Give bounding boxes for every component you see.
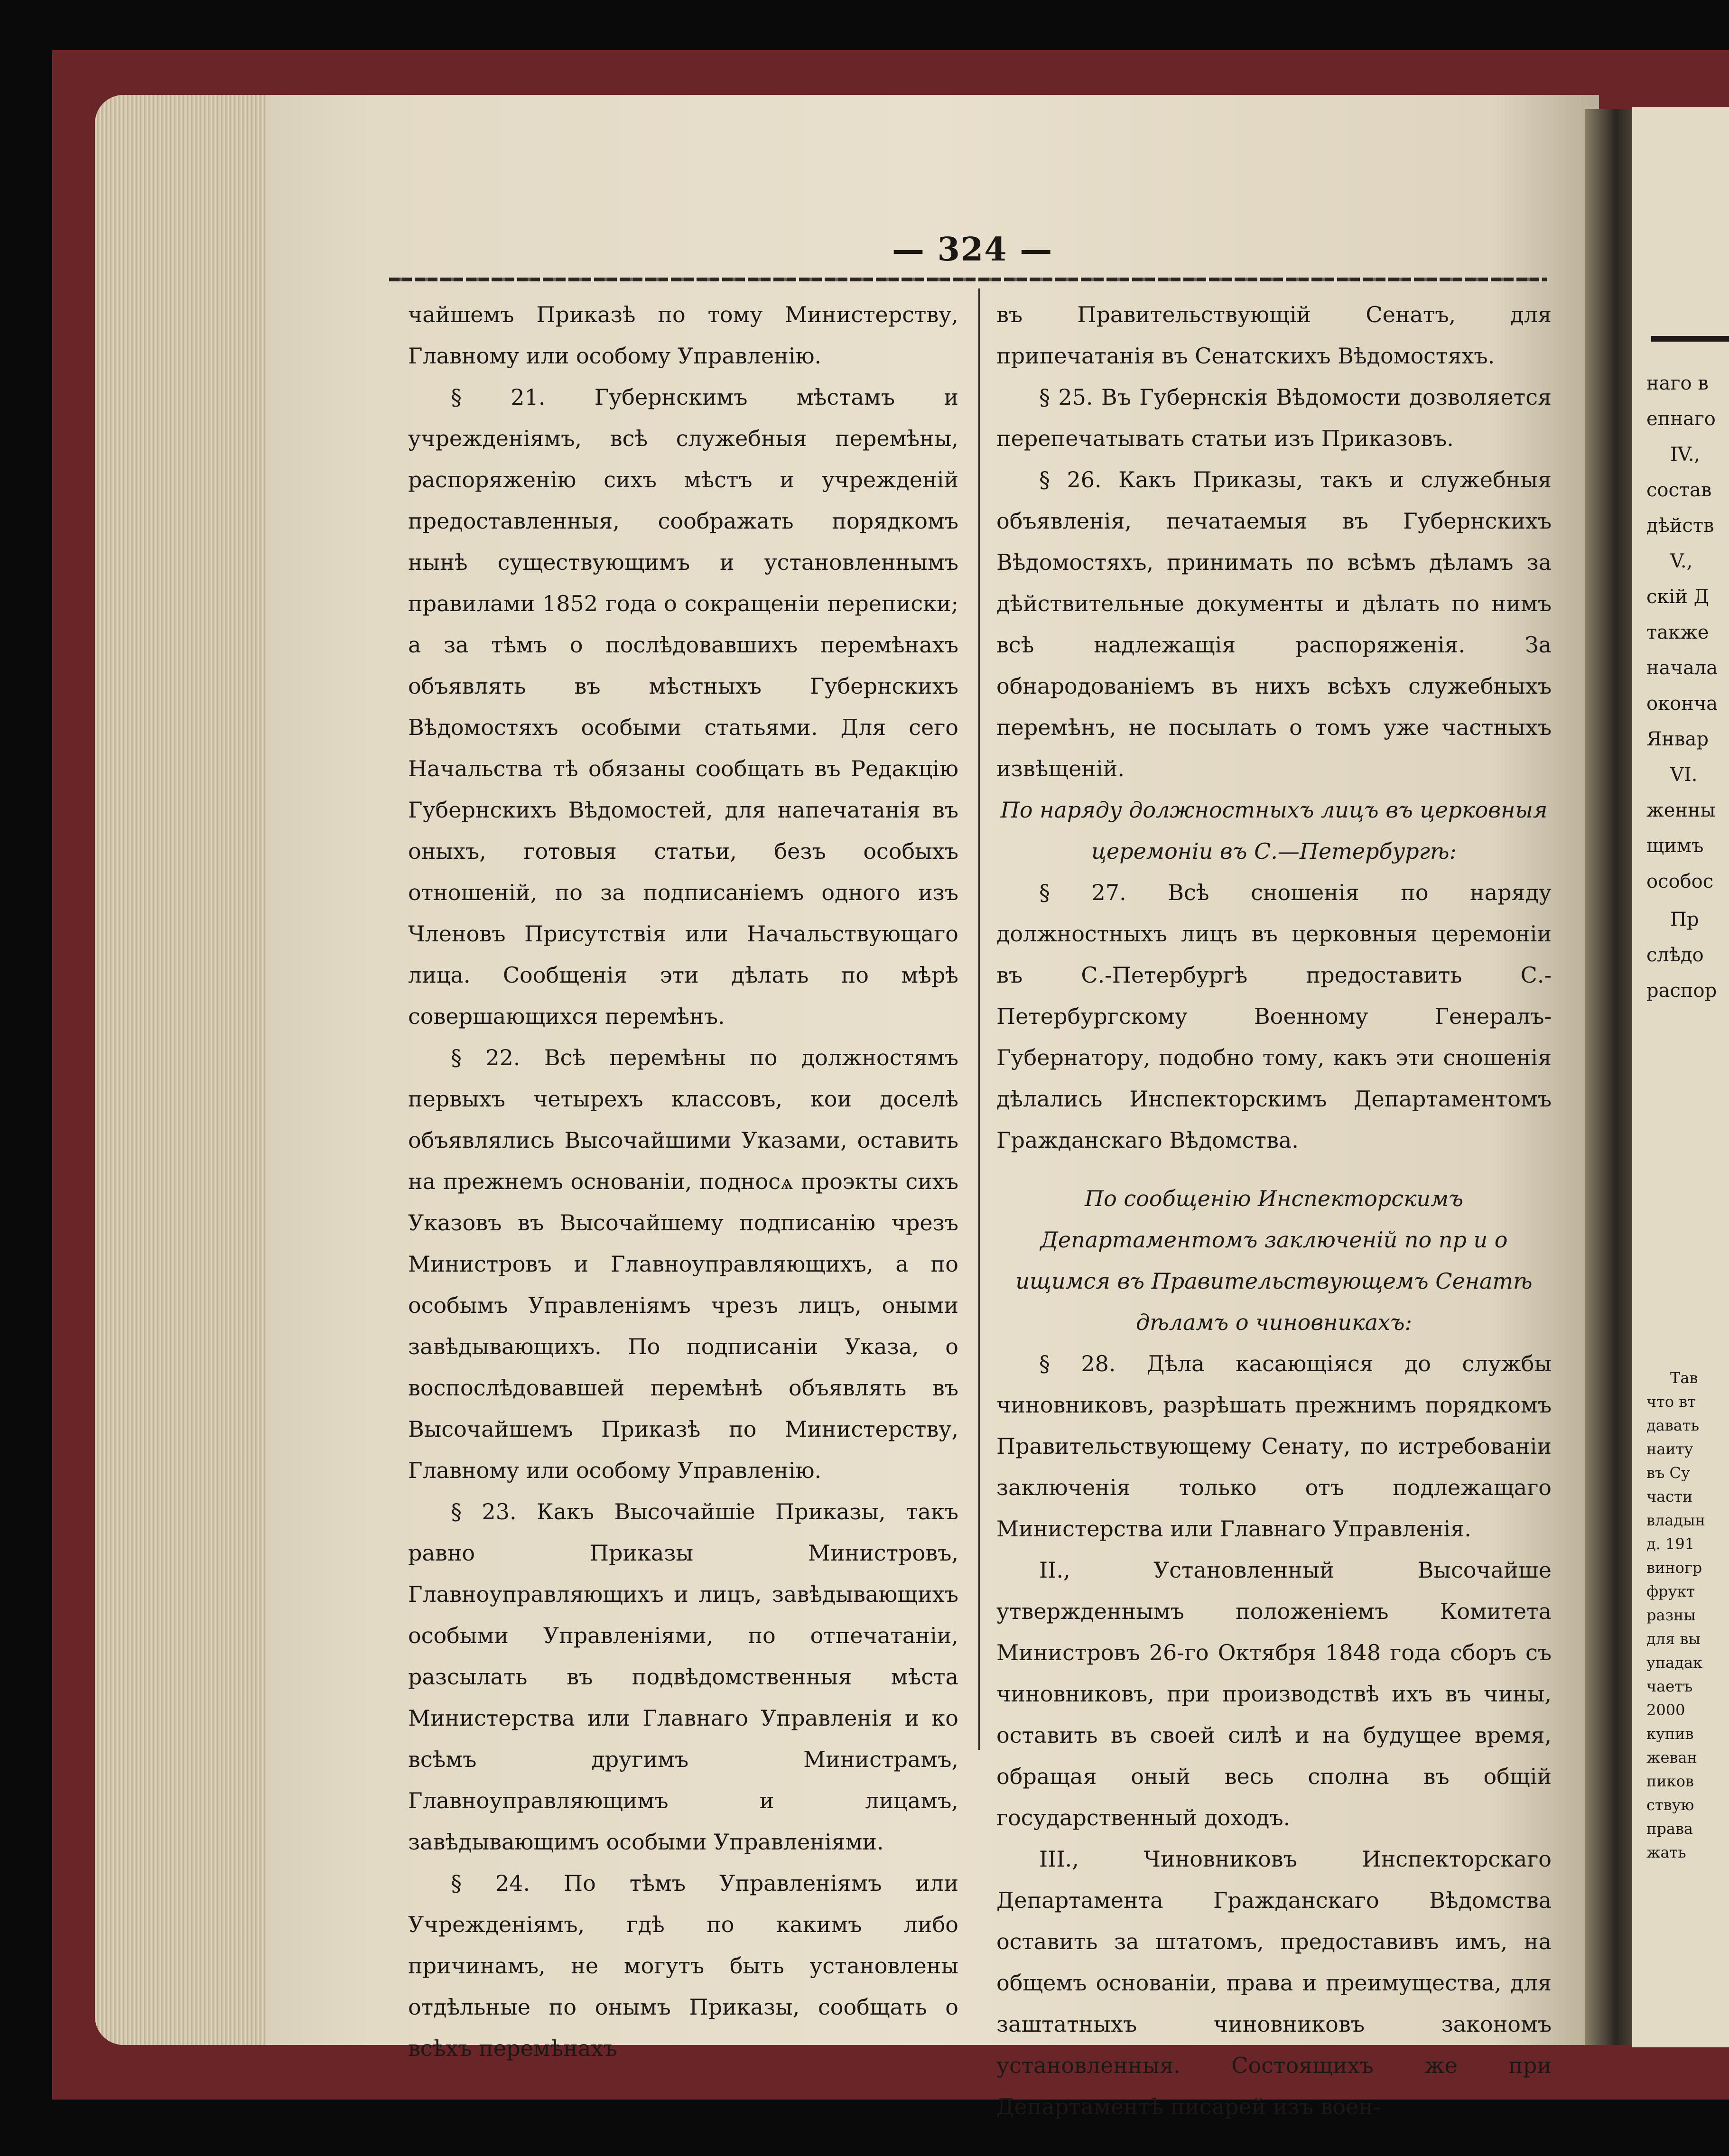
- next-page-line: виногр: [1646, 1559, 1702, 1577]
- next-page-rule: [1651, 336, 1729, 342]
- page-edges: [95, 95, 285, 2045]
- next-page-line: ствую: [1646, 1796, 1694, 1814]
- right-column: [996, 294, 1552, 2128]
- left-paragraph: § 21. Губернскимъ мѣстамъ и учрежденіямъ, всѣ служебныя перемѣны, распоряженію сихъ мѣстъ и учрежденій предоставленныя, соображать порядкомъ нынѣ существующимъ и установленнымъ правилами 1852 года о сокращеніи переписки; а за тѣмъ о послѣдовавшихъ перемѣнахъ объявлять въ мѣстныхъ Губернскихъ Вѣдомостяхъ особыми статьями. Для сего Начальства тѣ обязаны сообщать въ Редакцію Губернскихъ Вѣдомостей, для напечатанія въ оныхъ, готовыя статьи, безъ особыхъ отношеній, по за подписаніемъ одного изъ Членовъ Присутствія или Начальствующаго лица. Сообщенія эти дѣлать по мѣрѣ совершающихся перемѣнъ.: [408, 384, 958, 1029]
- next-page-line: женны: [1646, 799, 1716, 821]
- next-page-line: для вы: [1646, 1630, 1701, 1648]
- next-page-line: жать: [1646, 1843, 1686, 1861]
- next-page-line: состав: [1646, 479, 1712, 501]
- next-page-line: фрукт: [1646, 1582, 1695, 1600]
- right-paragraph: § 25. Въ Губернскія Вѣдомости дозволяется перепечатывать статьи изъ Приказовъ.: [996, 384, 1552, 451]
- right-paragraph: § 27. Всѣ сношенія по наряду должностныхъ лицъ въ церковныя церемоніи въ С.-Петербургѣ предоставить С.-Петербургскому Военному Генералъ-Губернатору, подобно тому, какъ эти сношенія дѣлались Инспекторскимъ Департаментомъ Гражданскаго Вѣдомства.: [996, 880, 1552, 1153]
- next-page-line: пиков: [1646, 1772, 1694, 1790]
- next-page-line: права: [1646, 1820, 1693, 1838]
- next-page-line: упадак: [1646, 1654, 1703, 1672]
- left-paragraph: чайшемъ Приказѣ по тому Министерству, Главному или особому Управленію.: [408, 302, 958, 369]
- column-divider: [978, 288, 980, 1750]
- header-rule: [389, 278, 1547, 281]
- next-page-line: Январ: [1646, 728, 1709, 750]
- next-page-line: особос: [1646, 871, 1714, 892]
- next-page-fragment: [1632, 107, 1729, 2047]
- next-page-line: начала: [1646, 657, 1718, 679]
- next-page-line: V.,: [1670, 550, 1693, 572]
- right-paragraph: § 26. Какъ Приказы, такъ и служебныя объявленія, печатаемыя въ Губернскихъ Вѣдомостяхъ, принимать по всѣмъ дѣламъ за дѣйствительные документы и дѣлать по нимъ всѣ надлежащія распоряженія. За обнародованіемъ въ нихъ всѣхъ служебныхъ перемѣнъ, не посылать о томъ уже частныхъ извѣщеній.: [996, 467, 1552, 781]
- right-paragraph: въ Правительствующій Сенатъ, для припечатанія въ Сенатскихъ Вѣдомостяхъ.: [996, 302, 1552, 369]
- left-paragraph: § 22. Всѣ перемѣны по должностямъ первыхъ четырехъ классовъ, кои доселѣ объявлялись Высочайшими Указами, оставить на прежнемъ основаніи, подносѧ проэкты сихъ Указовъ въ Высочайшему подписанію чрезъ Министровъ и Главноуправляющихъ, а по особымъ Управленіямъ чрезъ лицъ, оными завѣдывающихъ. По подписаніи Указа, о воспослѣдовавшей перемѣнѣ объявлять въ Высочайшемъ Приказѣ по Министерству, Главному или особому Управленію.: [408, 1045, 958, 1483]
- next-page-line: слѣдо: [1646, 944, 1704, 966]
- right-paragraph: § 28. Дѣла касающіяся до службы чиновниковъ, разрѣшать прежнимъ порядкомъ Правительствующему Сенату, по истребованіи заключенія только отъ подлежащаго Министерства или Главнаго Управленія.: [996, 1351, 1552, 1542]
- page-number: — 324 —: [892, 231, 1053, 269]
- next-page-line: IV.,: [1670, 444, 1701, 465]
- right-paragraph: III., Чиновниковъ Инспекторскаго Департамента Гражданскаго Вѣдомства оставить за штатомъ, предоставивъ имъ, на общемъ основаніи, права и преимущества, для заштатныхъ чиновниковъ закономъ установленныя. Состоящихъ же при Департаментѣ писарей изъ воен-: [996, 1846, 1552, 2119]
- next-page-line: чаетъ: [1646, 1677, 1693, 1695]
- next-page-line: д. 191: [1646, 1535, 1695, 1553]
- right-paragraph: II., Установленный Высочайше утвержденнымъ положеніемъ Комитета Министровъ 26-го Октября 1848 года сборъ съ чиновниковъ, при производствѣ ихъ въ чины, оставить въ своей силѣ и на будущее время, обращая оный весь сполна въ общій государственный доходъ.: [996, 1557, 1552, 1831]
- section-heading: По наряду должностныхъ лицъ въ церковныя церемоніи въ С.—Петербургѣ:: [1000, 797, 1548, 864]
- left-paragraph: § 24. По тѣмъ Управленіямъ или Учрежденіямъ, гдѣ по какимъ либо причинамъ, не могутъ быть установлены отдѣльные по онымъ Приказы, сообщать о всѣхъ перемѣнахъ: [408, 1870, 958, 2061]
- next-page-line: щимъ: [1646, 835, 1704, 857]
- next-page-line: купив: [1646, 1725, 1694, 1743]
- next-page-line: распор: [1646, 980, 1717, 1002]
- next-page-line: скій Д: [1646, 586, 1710, 608]
- next-page-line: 2000: [1646, 1701, 1685, 1719]
- next-page-line: владын: [1646, 1511, 1705, 1529]
- next-page-line: также: [1646, 622, 1709, 643]
- next-page-line: въ Су: [1646, 1464, 1690, 1482]
- next-page-line: наиту: [1646, 1440, 1693, 1458]
- next-page-line: части: [1646, 1487, 1693, 1505]
- next-page-line: епнаго: [1646, 408, 1716, 430]
- next-page-line: оконча: [1646, 693, 1718, 715]
- next-page-line: Тав: [1670, 1369, 1698, 1387]
- next-page-line: наго в: [1646, 372, 1709, 394]
- next-page-line: дѣйств: [1646, 515, 1714, 537]
- next-page-line: давать: [1646, 1416, 1699, 1434]
- next-page-line: разны: [1646, 1606, 1696, 1624]
- next-page-line: VI.: [1670, 764, 1698, 786]
- next-page-line: что вт: [1646, 1393, 1696, 1411]
- section-heading: По сообщенію Инспекторскимъ Департаментомъ заключеній по пр и о ищимся въ Правительствующемъ Сенатѣ дѣламъ о чиновникахъ:: [1015, 1186, 1533, 1335]
- left-paragraph: § 23. Какъ Высочайшіе Приказы, такъ равно Приказы Министровъ, Главноуправляющихъ и лицъ, завѣдывающихъ особыми Управленіями, по отпечатаніи, разсылать въ подвѣдомственныя мѣста Министерства или Главнаго Управленія и ко всѣмъ другимъ Министрамъ, Главноуправляющимъ и лицамъ, завѣдывающимъ особыми Управленіями.: [408, 1499, 958, 1855]
- next-page-line: Пр: [1670, 909, 1699, 930]
- left-column: [408, 294, 958, 2069]
- next-page-line: жеван: [1646, 1748, 1697, 1766]
